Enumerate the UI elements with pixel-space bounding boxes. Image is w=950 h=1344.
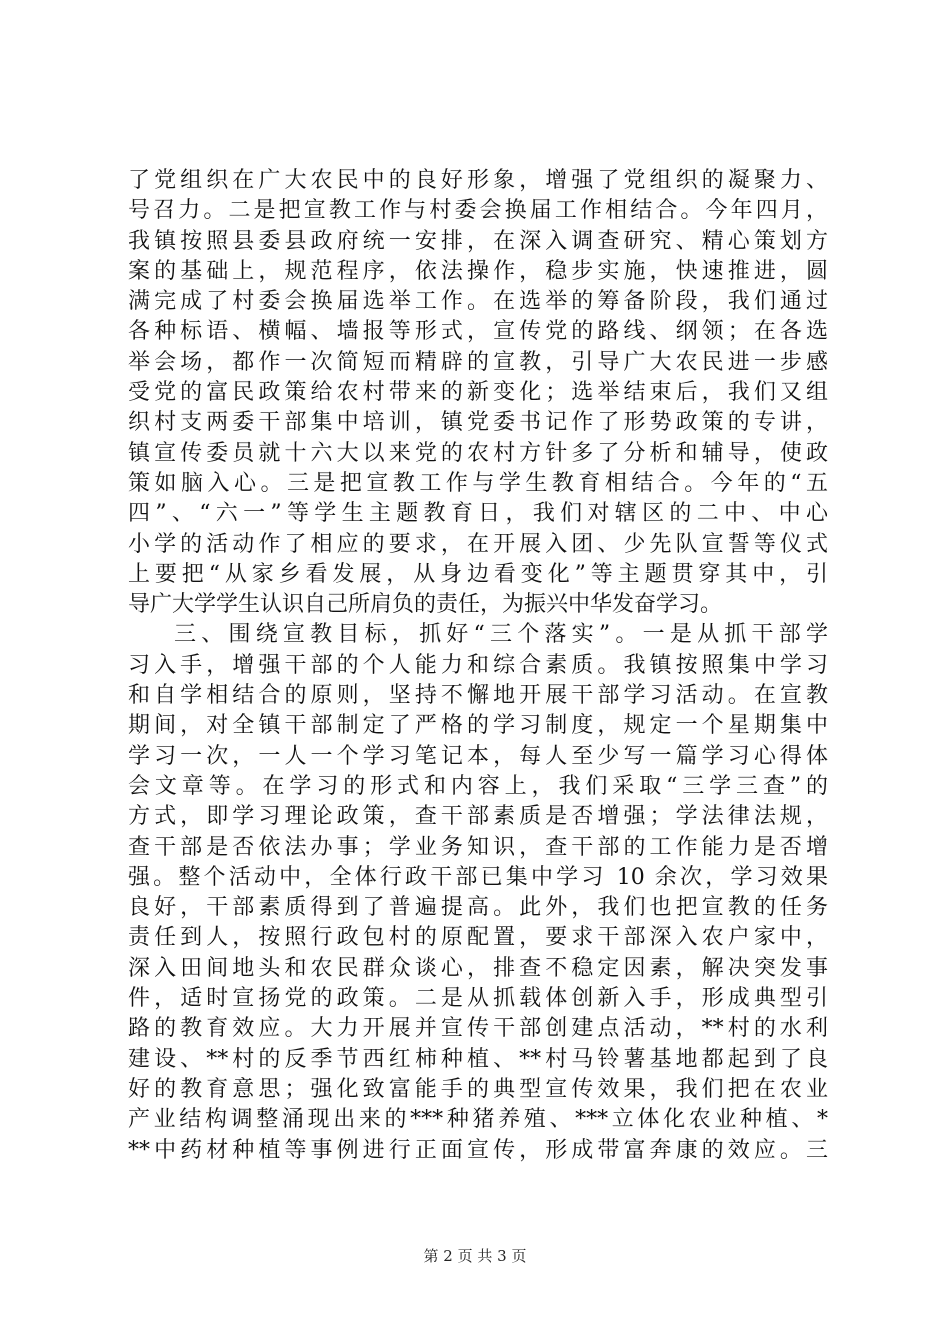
text-line: 满完成了村委会换届选举工作。在选举的筹备阶段，我们通过 [128,289,828,315]
text-line: 会文章等。在学习的形式和内容上，我们采取“三学三查”的 [128,773,828,799]
text-line: 产业结构调整涌现出来的***种猪养殖、***立体化农业种植、* [128,1107,828,1133]
text-line: 各种标语、横幅、墙报等形式，宣传党的路线、纲领；在各选 [128,319,828,345]
text-line: 小学的活动作了相应的要求，在开展入团、少先队宣誓等仪式 [128,531,828,557]
text-line: 责任到人，按照行政包村的原配置，要求干部深入农户家中， [128,925,828,951]
text-line: 举会场，都作一次简短而精辟的宣教，引导广大农民进一步感 [128,349,828,375]
text-line: 件，适时宣扬党的政策。二是从抓载体创新入手，形成典型引 [128,986,828,1012]
text-line: 案的基础上，规范程序，依法操作，稳步实施，快速推进，圆 [128,258,828,284]
section-heading-line: 三、围绕宣教目标，抓好“三个落实”。一是从抓干部学 [174,622,828,648]
text-line: 深入田间地头和农民群众谈心，排查不稳定因素，解决突发事 [128,955,828,981]
text-line: 路的教育效应。大力开展并宣传干部创建点活动，**村的水利 [128,1016,828,1042]
text-line: 查干部是否依法办事；学业务知识，查干部的工作能力是否增 [128,834,828,860]
body-text [128,166,828,1166]
text-line: 习入手，增强干部的个人能力和综合素质。我镇按照集中学习 [128,652,828,678]
text-line: 号召力。二是把宣教工作与村委会换届工作相结合。今年四月， [128,198,828,224]
text-line: 我镇按照县委县政府统一安排，在深入调查研究、精心策划方 [128,228,828,254]
text-line: 好的教育意思；强化致富能手的典型宣传效果，我们把在农业 [128,1076,828,1102]
text-line: 强。整个活动中，全体行政干部已集中学习 10 余次，学习效果 [128,864,828,890]
text-line: 上要把“从家乡看发展，从身边看变化”等主题贯穿其中，引 [128,561,828,587]
text-line: 策如脑入心。三是把宣教工作与学生教育相结合。今年的“五 [128,470,828,496]
text-line: 了党组织在广大农民中的良好形象，增强了党组织的凝聚力、 [128,168,828,193]
text-line: 导广大学学生认识自己所肩负的责任，为振兴中华发奋学习。 [128,592,723,618]
text-line: **中药材种植等事例进行正面宣传，形成带富奔康的效应。三 [128,1137,828,1163]
text-line: 镇宣传委员就十六大以来党的农村方针多了分析和辅导，使政 [128,440,828,466]
text-line: 四”、“六一”等学生主题教育日，我们对辖区的二中、中心 [128,501,828,527]
text-line: 学习一次，一人一个学习笔记本，每人至少写一篇学习心得体 [128,743,828,769]
text-line: 受党的富民政策给农村带来的新变化；选举结束后，我们又组 [128,380,828,406]
text-line: 织村支两委干部集中培训，镇党委书记作了形势政策的专讲， [128,410,828,436]
text-line: 和自学相结合的原则，坚持不懈地开展干部学习活动。在宣教 [128,683,828,709]
text-line: 良好，干部素质得到了普遍提高。此外，我们也把宣教的任务 [128,895,828,921]
text-line: 期间，对全镇干部制定了严格的学习制度，规定一个星期集中 [128,713,828,739]
page-number-footer: 第 2 页 共 3 页 [423,1247,527,1265]
text-line: 建设、**村的反季节西红柿种植、**村马铃薯基地都起到了良 [128,1046,828,1072]
text-line: 方式，即学习理论政策，查干部素质是否增强；学法律法规， [128,804,828,830]
